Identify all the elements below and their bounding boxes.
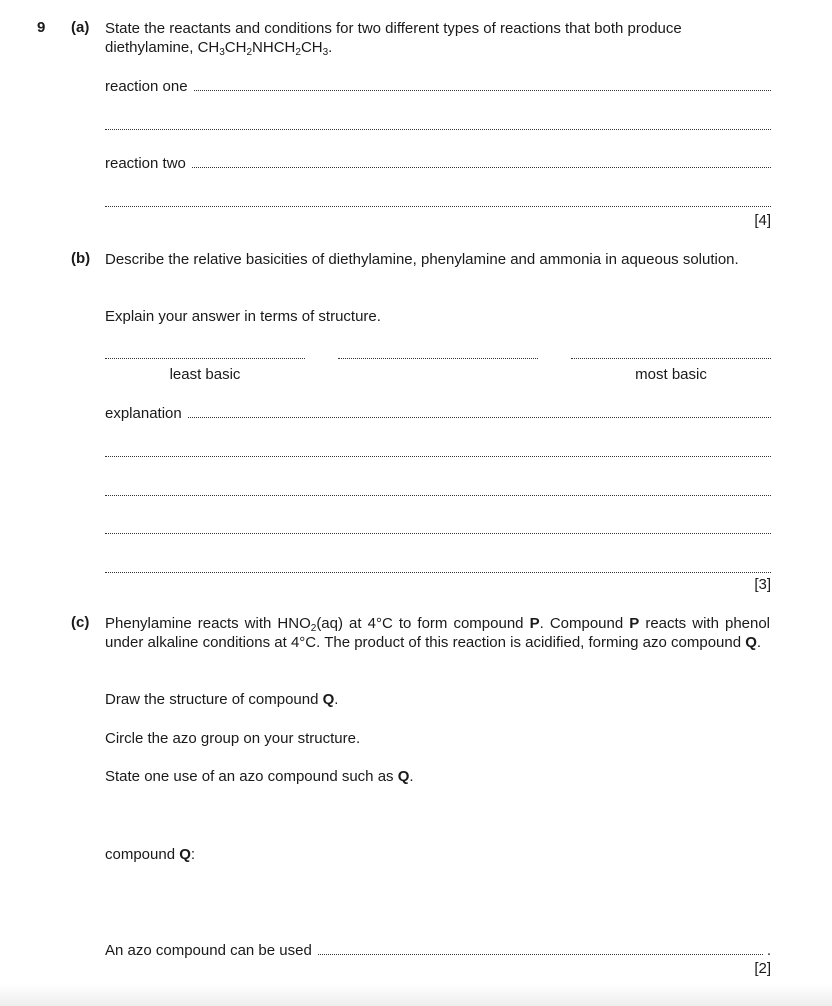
reaction-one-answer-line-2[interactable] xyxy=(105,115,771,134)
part-b-prompt: Describe the relative basicities of diethylamine, phenylamine and ammonia in aqueous solution. xyxy=(105,251,739,268)
part-b-label: (b) xyxy=(71,250,91,267)
most-basic-label: most basic xyxy=(635,366,707,383)
basicity-order-slots xyxy=(105,350,771,359)
part-c-marks: [2] xyxy=(754,960,771,977)
state-use-instruction: State one use of an azo compound such as Q. xyxy=(105,768,414,785)
most-basic-slot[interactable] xyxy=(571,350,771,359)
part-b-marks: [3] xyxy=(754,576,771,593)
part-a-marks: [4] xyxy=(754,212,771,229)
part-a-prompt-line2: diethylamine, xyxy=(105,39,198,56)
circle-instruction: Circle the azo group on your structure. xyxy=(105,730,361,747)
explanation-line-2[interactable] xyxy=(105,442,771,461)
least-basic-slot[interactable] xyxy=(105,350,305,359)
explanation-label: explanation xyxy=(105,405,182,422)
diethylamine-formula: $CH_3CH_2NHCH_2CH_3$. xyxy=(197,39,333,58)
reaction-two-answer-line-2[interactable] xyxy=(105,192,771,211)
structure-drawing-area[interactable] xyxy=(105,866,771,932)
reaction-one-answer-line[interactable] xyxy=(105,76,771,95)
explanation-answer-line[interactable] xyxy=(105,403,771,422)
part-c-label: (c) xyxy=(71,614,90,631)
part-a-label: (a) xyxy=(71,19,90,36)
reaction-one-label: reaction one xyxy=(105,78,188,95)
least-basic-label: least basic xyxy=(169,366,241,383)
part-b-instruction: Explain your answer in terms of structure. xyxy=(105,308,381,325)
part-a-prompt xyxy=(105,19,770,57)
reaction-two-answer-line[interactable] xyxy=(105,153,771,172)
page-bottom-edge xyxy=(0,984,832,1006)
explanation-line-5[interactable] xyxy=(105,558,771,577)
azo-use-label: An azo compound can be used xyxy=(105,942,312,959)
part-a-prompt-text: State the reactants and conditions for two different types of reactions that both produce xyxy=(105,20,682,37)
part-c-prompt: Phenylamine reacts with $HNO_2(aq)$ at 4°C to form compound P. Compound P reacts with phenol under alkaline conditions at 4°C. The product of this reaction is acidified, forming azo compound Q. xyxy=(105,615,771,651)
explanation-line-3[interactable] xyxy=(105,481,771,500)
compound-q-label: compound Q: xyxy=(105,846,196,863)
explanation-line-4[interactable] xyxy=(105,519,771,538)
azo-use-answer-line[interactable]: An azo compound can be used . xyxy=(105,942,771,959)
question-number: 9 xyxy=(37,19,46,36)
reaction-two-label: reaction two xyxy=(105,155,186,172)
draw-instruction: Draw the structure of compound Q. xyxy=(105,691,339,708)
middle-basic-slot[interactable] xyxy=(338,350,538,359)
